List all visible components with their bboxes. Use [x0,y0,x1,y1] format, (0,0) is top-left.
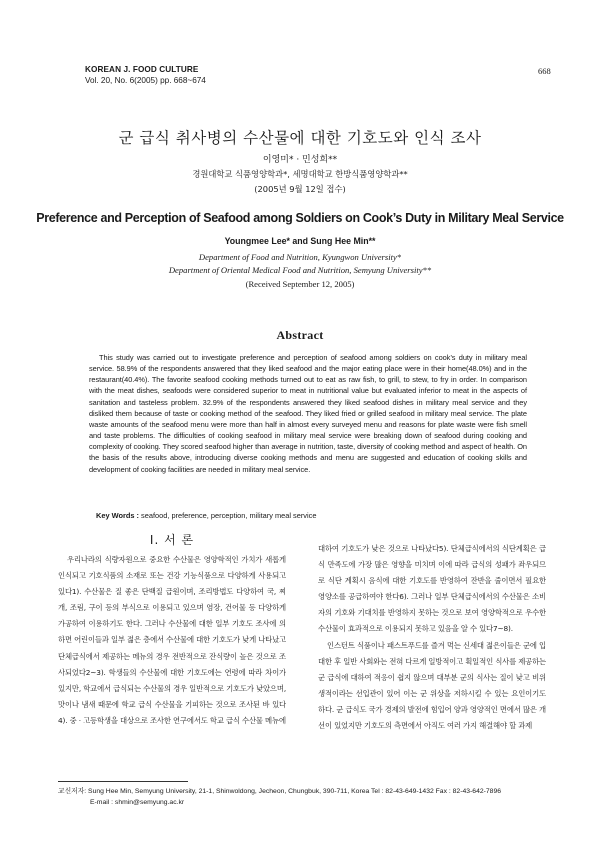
korean-title: 군 급식 취사병의 수산물에 대한 기호도와 인식 조사 [118,129,482,147]
intro-right-column [318,541,546,734]
corresponding-email: E-mail : shmin@semyung.ac.kr [90,799,185,806]
journal-citation: Vol. 20, No. 6(2005) pp. 668~674 [85,76,206,85]
korean-affiliation: 경원대학교 식품영양학과*, 세명대학교 한방식품영양학과** [192,169,408,179]
korean-received-date: (2005년 9월 12일 접수) [254,184,346,194]
journal-name: KOREAN J. FOOD CULTURE [85,65,199,74]
section-heading-introduction: I. 서 론 [149,533,195,547]
english-authors: Youngmee Lee* and Sung Hee Min** [224,236,376,246]
journal-header [85,64,206,86]
intro-left-column: 우리나라의 식량자원으로 중요한 수산물은 영양학적인 가치가 새롭게 인식되고 기호식품의 소재로 또는 건강 기능식품으로 다양하게 사용되고 있다1). 수산물은 질 좋은 단백질 급원이며, 조리방법도 다양하여 국, 찌개, 조림, 구이 등의 부식으로 이용되고 있으며 염장, 건어물 등 다양하게 가공하여 이용하기도 한다. 그러나 수산물에 대한 일부 기호도 조사에 의하면 어린이들과 일부 젊은 층에서 수산물에 대한 기호도가 낮게 나타났고 단체급식에서 제공하는 메뉴의 경우 전반적으로 잔식량이 높은 것으로 조사되었다2~3). 학생들의 수산물에 대한 기호도에는 연령에 따라 차이가 있지만, 학교에서 급식되는 수산물의 경우 일반적으로 기호도가 낮았으며, 맛이나 냄새 때문에 학교 급식 수산물을 기피하는 것으로 조사된 바 있다4). 중 · 고등학생을 대상으로 조사한 연구에서도 학교 급식 수산물 메뉴에 [58,555,286,725]
intro-right-paragraph-2: 인스턴트 식품이나 패스트푸드를 즐겨 먹는 신세대 젊은이들은 군에 입대한 후 일반 사회와는 전혀 다르게 일방적이고 획일적인 식사를 제공하는 군 급식에 대하여 적응이 쉽지 않으며 대부분 군의 식사는 질이 낮고 비위생적이라는 선입관이 있어 이는 군 위상을 저하시킬 수 있는 요인이기도 하다. 군 급식도 국가 경제의 발전에 힘입어 양과 영양적인 면에서 많은 개선이 있었지만 기호도의 측면에서 아직도 여러 가지 해결해야 할 과제 [318,640,546,731]
footnote-divider [58,781,188,782]
keywords-label: Key Words : [96,511,139,520]
keywords [96,511,516,520]
english-affiliation-1: Department of Food and Nutrition, Kyungwon University* [198,252,402,262]
corresponding-author: 교신저자: Sung Hee Min, Semyung University, 21-1, Shinwoldong, Jecheon, Chungbuk, 390-711, Korea Tel : 82-43-649-1432 Fax : 82-43-642-7896 [58,788,502,795]
korean-authors: 이영미* · 민성희** [262,155,338,165]
english-title: Preference and Perception of Seafood among Soldiers on Cook’s Duty in Military Meal Service [36,211,564,225]
english-affiliation-2: Department of Oriental Medical Food and Nutrition, Semyung University** [168,265,432,275]
keywords-list: seafood, preference, perception, military meal service [138,511,317,520]
english-received-date: (Received September 12, 2005) [245,279,355,289]
page-number: 668 [538,66,551,76]
abstract-heading: Abstract [276,328,324,342]
footnote [58,786,558,808]
abstract-body: This study was carried out to investigate preference and perception of seafood among soldiers on cook’s duty in military meal service. 58.9% of the respondents answered that they liked seafood and the major eating place were in their home(48.0%) and in the restaurant(40.4%). The favorite seafood cooking methods turned out to eat as raw fish, to grill, to stew, to fry in order. In comparison with the meat dishes, seafoods were considered superior to meat in nutritional value but evaluated inferior to meat in the aspects of sanitation and tasteless problem. 32.9% of the respondents answered they liked seafood dishes in military meal service and they disliked them because of taste or cooking method of the seafood. They liked fried or grilled seafood in military meal service. The plate waste amounts of the seafood menu were more than half in almost every surveyed menu and reasons for plate waste were fish smell and taste problems. The difficulties of cooking seafood in military meal service were breaking down of seafood during cooking and complexity of cooking. They scored seafood higher than average in nutrition, taste, diversity of cooking method and aspect of health. On the basis of the results above, introducing diverse cooking methods and menu are suggested and education of cooking skills and development of cooking facilities are needed in military meal service. [89,353,527,474]
intro-right-paragraph-1: 대하여 기호도가 낮은 것으로 나타났다5). 단체급식에서의 식단계획은 급식 만족도에 가장 많은 영향을 미치며 이에 따라 급식의 성패가 좌우되므로 식단 계획시 음식에 대한 기호도를 반영하여 잔반을 줄이면서 필요한 영양소를 공급하여야 한다6). 그러나 일부 단체급식에서의 수산물은 소비자의 기호와 기대치를 반영하지 못하는 것으로 보여 영양학적으로 우수한 수산물이 효과적으로 이용되지 못하고 있음을 알 수 있다7~8). [318,544,546,634]
